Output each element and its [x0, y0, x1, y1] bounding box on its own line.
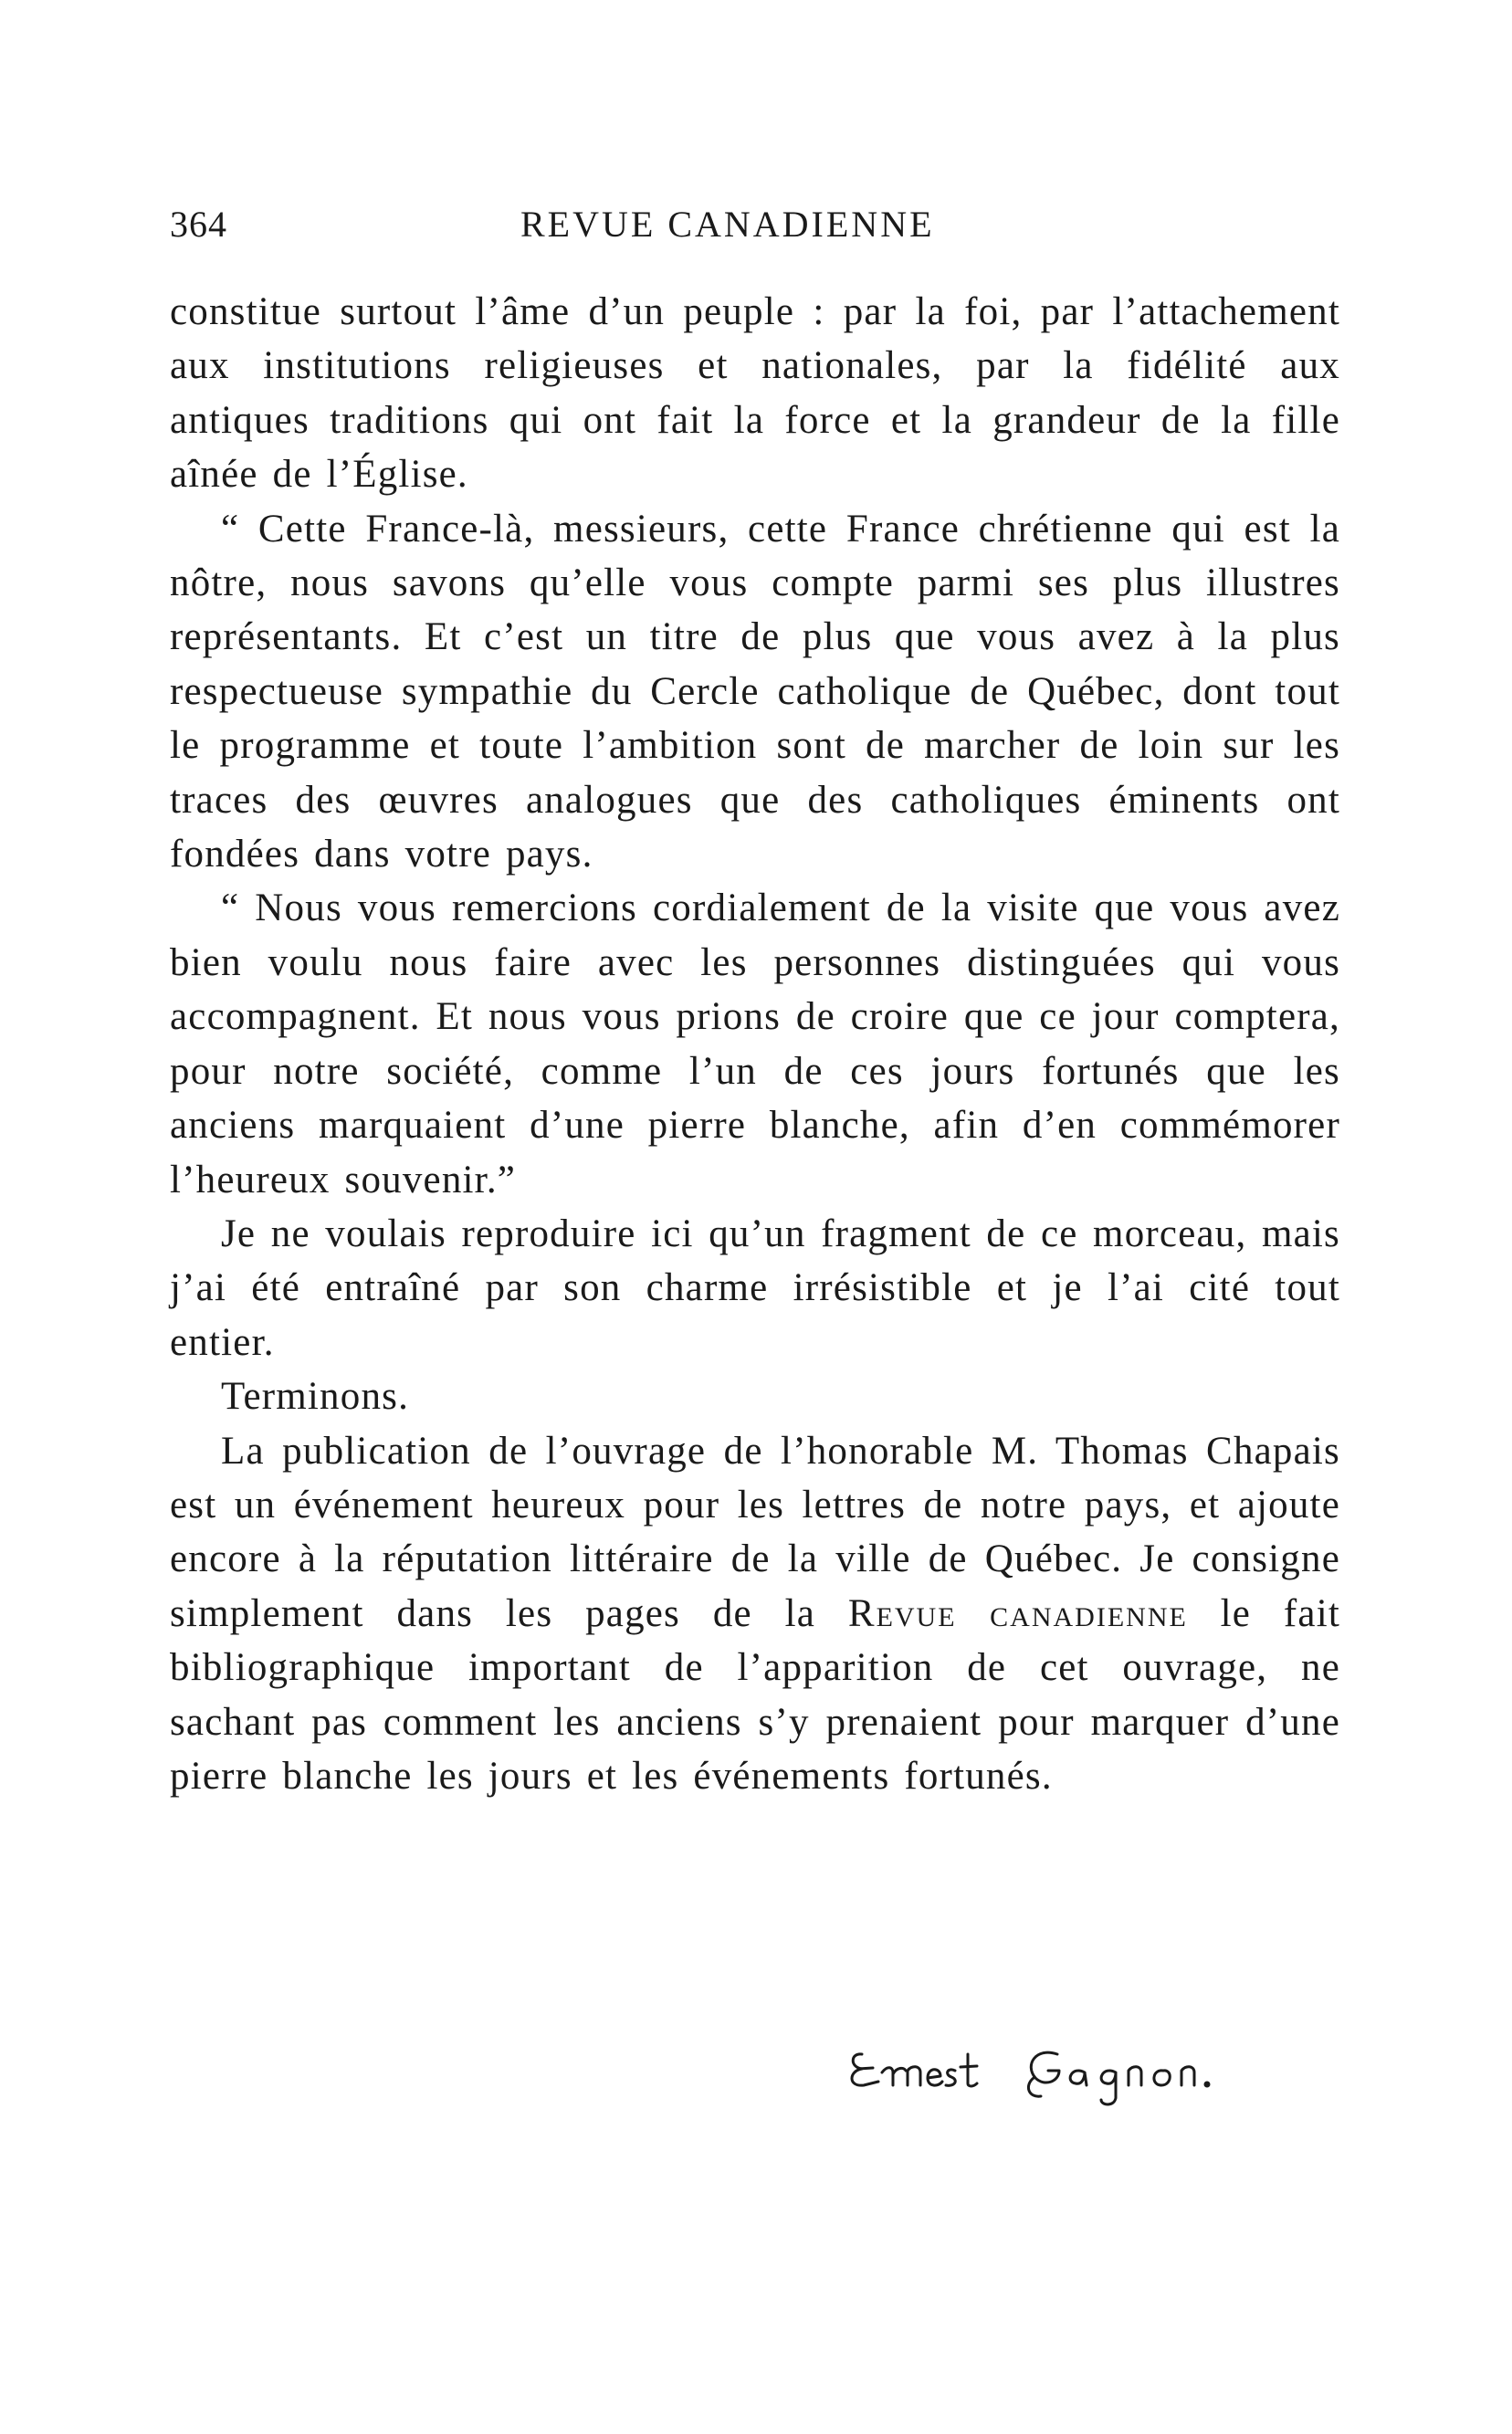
paragraph-2: “ Cette France-là, messieurs, cette France chrétienne qui est la nôtre, nous savons qu’elle vous compte parmi ses plus illustres représentants. Et c’est un titre de plus que vous avez à la plus respectueuse sympathie du Cercle catholique de Québec, dont tout le programme et toute l’ambition sont de marcher de loin sur les traces des œuvres analogues que des catholiques éminents ont fondées dans votre pays.: [170, 507, 1340, 876]
running-head: [170, 203, 1357, 257]
paragraph-6: [170, 1424, 1340, 1804]
paragraph-5: Terminons.: [221, 1375, 410, 1419]
handwritten-signature: [842, 2027, 1298, 2109]
body-text: [170, 285, 1340, 1803]
page-number: 364: [170, 204, 227, 245]
signature: [842, 2027, 1298, 2109]
paragraph-3: “ Nous vous remercions cordialement de la visite que vous avez bien voulu nous faire avec les personnes distinguées qui vous accompagnent. Et nous vous prions de croire que ce jour comptera, pour notre société, comme l’un de ces jours fortunés que les anciens marquaient d’une pierre blanche, afin d’en commémorer l’heureux souvenir.”: [170, 887, 1340, 1201]
paragraph-6-tail: le fait bibliographique important de l’apparition de cet ouvrage, ne sachant pas comment les anciens s’y prenaient pour marquer d’une pierre blanche les jours et les événements fortunés.: [170, 1591, 1341, 1798]
journal-title: REVUE CANADIENNE: [520, 204, 935, 245]
paragraph-4: Je ne voulais reproduire ici qu’un fragment de ce morceau, mais j’ai été entraîné par son charme irrésistible et je l’ai cité tout entier.: [170, 1212, 1340, 1364]
journal-name-smallcaps: Revue canadienne: [847, 1591, 1188, 1635]
paragraph-1: constitue surtout l’âme d’un peuple : par la foi, par l’attachement aux institutions religieuses et nationales, par la fidélité aux antiques traditions qui ont fait la force et la grandeur de la fille aînée de l’Église.: [170, 290, 1340, 497]
paragraph-6-text: La publication de l’ouvrage de l’honorable M. Thomas Chapais est un événement heureux pour les lettres de notre pays, et ajoute encore à la réputation littéraire de la ville de Québec. Je consigne simplement dans les pages de la: [170, 1429, 1340, 1635]
